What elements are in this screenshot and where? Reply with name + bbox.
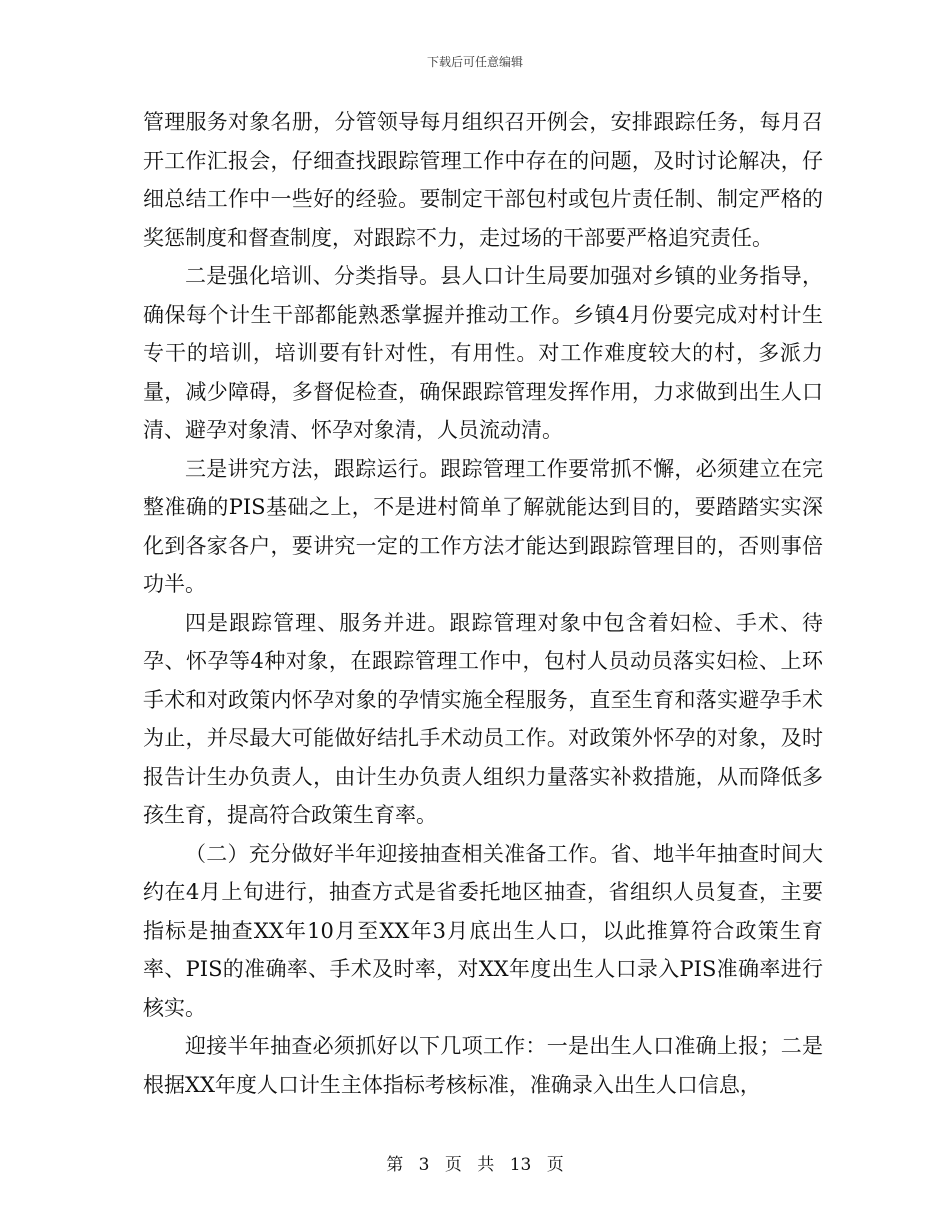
paragraph-1: 管理服务对象名册，分管领导每月组织召开例会，安排跟踪任务，每月召开工作汇报会，仔细查找跟踪管理工作中存在的问题，及时讨论解决，仔细总结工作中一些好的经验。要制定干部包村或包片责任制、制定严格的奖惩制度和督查制度，对跟踪不力，走过场的干部要严格追究责任。 bbox=[143, 110, 823, 250]
paragraph-3: 三是讲究方法，跟踪运行。跟踪管理工作要常抓不懈，必须建立在完整准确的PIS基础之上，不是进村简单了解就能达到目的，要踏踏实实深化到各家各户，要讲究一定的工作方法才能达到跟踪管理目的，否则事倍功半。 bbox=[143, 456, 823, 596]
document-body bbox=[143, 103, 823, 1104]
page-header-note: 下载后可任意编辑 bbox=[426, 55, 523, 69]
paragraph-6: 迎接半年抽查必须抓好以下几项工作：一是出生人口准确上报；二是根据XX年度人口计生主体指标考核标准，准确录入出生人口信息， bbox=[143, 1034, 823, 1097]
paragraph-2: 二是强化培训、分类指导。县人口计生局要加强对乡镇的业务指导，确保每个计生干部都能熟悉掌握并推动工作。乡镇4月份要完成对村计生专干的培训，培训要有针对性，有用性。对工作难度较大的村，多派力量，减少障碍，多督促检查，确保跟踪管理发挥作用，力求做到出生人口清、避孕对象清、怀孕对象清，人员流动清。 bbox=[143, 264, 823, 442]
paragraph-5: （二）充分做好半年迎接抽查相关准备工作。省、地半年抽查时间大约在4月上旬进行，抽查方式是省委托地区抽查，省组织人员复查，主要指标是抽查XX年10月至XX年3月底出生人口，以此推算符合政策生育率、PIS的准确率、手术及时率，对XX年度出生人口录入PIS准确率进行核实。 bbox=[143, 841, 823, 1020]
paragraph-4: 四是跟踪管理、服务并进。跟踪管理对象中包含着妇检、手术、待孕、怀孕等4种对象，在跟踪管理工作中，包村人员动员落实妇检、上环手术和对政策内怀孕对象的孕情实施全程服务，直至生育和落实避孕手术为止，并尽最大可能做好结扎手术动员工作。对政策外怀孕的对象，及时报告计生办负责人，由计生办负责人组织力量落实补救措施，从而降低多孩生育，提高符合政策生育率。 bbox=[143, 610, 823, 827]
page-number: 第 3 页 共 13 页 bbox=[386, 1155, 564, 1175]
